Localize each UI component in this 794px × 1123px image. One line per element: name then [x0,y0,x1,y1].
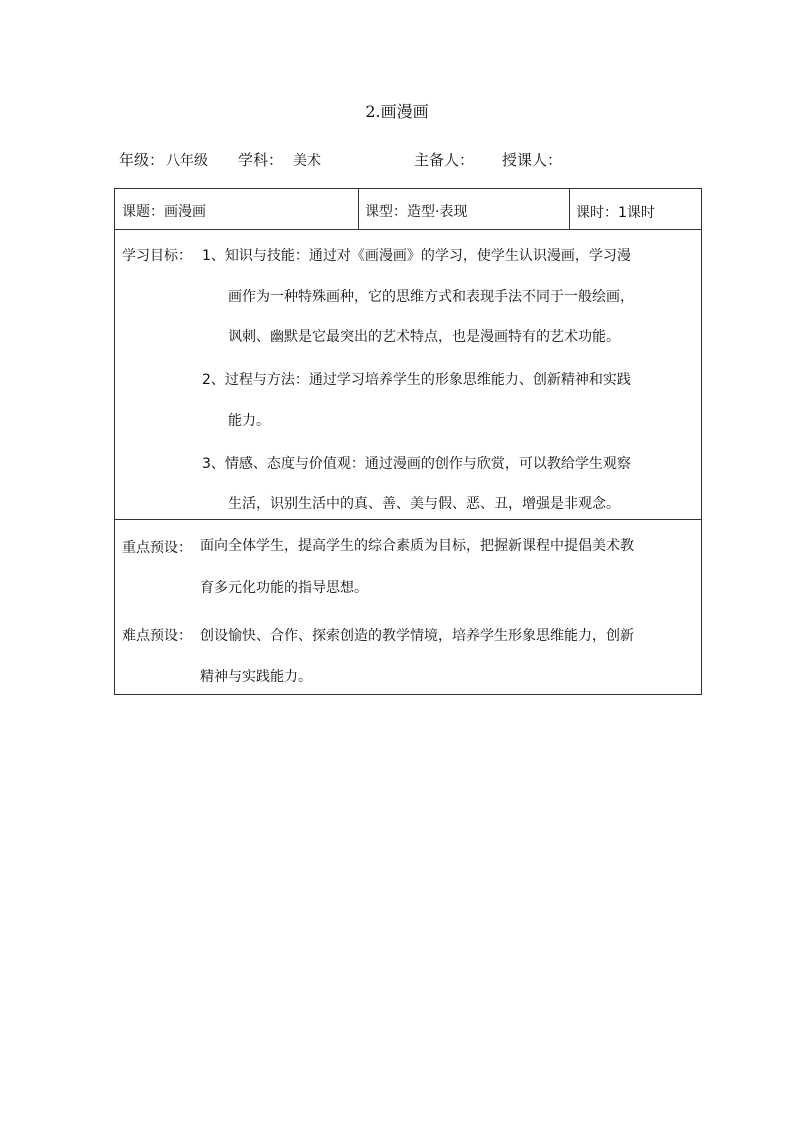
subject-field [238,149,321,170]
lesson-plan-table [114,188,702,695]
objective-1-line-3: 讽刺、幽默是它最突出的艺术特点，也是漫画特有的艺术功能。 [228,329,620,345]
objective-2-line-1: 2、过程与方法：通过学习培养学生的形象思维能力、创新精神和实践 [202,372,631,388]
grade-value: 八年级 [166,153,209,169]
objective-1-line-1: 1、知识与技能：通过对《画漫画》的学习，使学生认识漫画，学习漫 [202,248,631,264]
difficulty-line-2: 精神与实践能力。 [200,669,312,685]
teacher-label: 授课人： [502,151,563,169]
table-divider-horizontal [115,519,701,520]
key-points-label: 重点预设： [122,540,192,556]
type-label: 课型： [365,204,407,220]
topic-value: 画漫画 [164,204,206,220]
teacher-field [502,149,562,170]
hours-value: 1课时 [618,205,655,221]
preparer-field [414,149,474,170]
hours-label: 课时： [576,205,618,221]
hours-cell [576,202,655,222]
table-divider-horizontal [115,229,701,230]
grade-label: 年级： [119,151,165,169]
document-title: 2.画漫画 [365,102,429,121]
objectives-label: 学习目标： [122,248,192,264]
type-cell [365,201,467,221]
topic-label: 课题： [122,204,164,220]
objective-2-line-2: 能力。 [228,413,270,429]
difficulty-line-1: 创设愉快、合作、探索创造的教学情境，培养学生形象思维能力，创新 [200,628,634,644]
topic-cell [122,201,206,221]
difficulty-label: 难点预设： [122,628,192,644]
table-divider-vertical [358,189,359,229]
key-points-line-1: 面向全体学生，提高学生的综合素质为目标，把握新课程中提倡美术教 [200,538,634,554]
subject-label: 学科： [238,151,284,169]
type-value: 造型·表现 [407,204,468,220]
table-divider-vertical [569,189,570,229]
objective-1-line-2: 画作为一种特殊画种，它的思维方式和表现手法不同于一般绘画， [228,289,634,305]
objective-3-line-1: 3、情感、态度与价值观：通过漫画的创作与欣赏，可以教给学生观察 [202,456,631,472]
subject-value: 美术 [293,153,322,169]
grade-field [119,149,208,170]
key-points-line-2: 育多元化功能的指导思想。 [200,580,368,596]
objective-3-line-2: 生活，识别生活中的真、善、美与假、恶、丑，增强是非观念。 [228,496,620,512]
preparer-label: 主备人： [414,151,475,169]
